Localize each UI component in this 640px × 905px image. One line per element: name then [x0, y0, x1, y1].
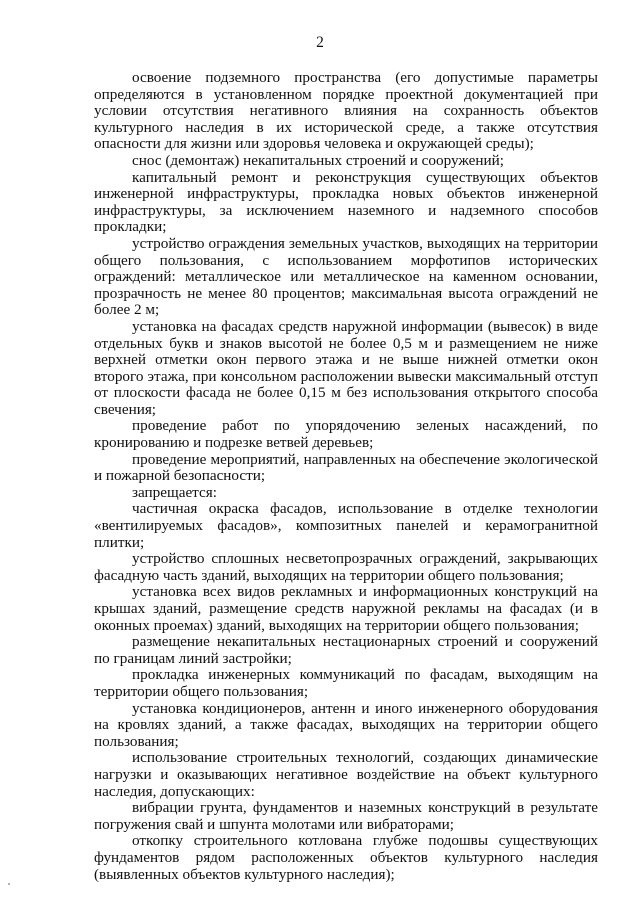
- paragraph-signage: установка на фасадах средств наружной информации (вывесок) в виде отдельных букв и знаков высотой не более 0,5 м и размещением не ниже верхней отметки окон первого этажа и не выше нижней отметки окон второго этажа, при консольном расположении вывески максимальный отступ от плоскости фасада не более 0,15 м без использования открытого способа свечения;: [94, 317, 598, 418]
- paragraph-infrastructure: капитальный ремонт и реконструкция существующих объектов инженерной инфраструктуры, прокладка новых объектов инженерной инфраструктуры, за исключением наземного и надземного способов прокладки;: [94, 168, 598, 236]
- paragraph-utilities-on-facades: прокладка инженерных коммуникаций по фасадам, выходящим на территории общего пользования;: [94, 666, 598, 700]
- paragraph-facade-painting: частичная окраска фасадов, использование в отделке технологии «вентилируемых фасадов», композитных панелей и керамогранитной плитки;: [94, 500, 598, 551]
- paragraph-green-spaces: проведение работ по упорядочению зеленых насаждений, по кронированию и подрезке ветвей деревьев;: [94, 417, 598, 452]
- paragraph-air-conditioners: установка кондиционеров, антенн и иного инженерного оборудования на кровлях зданий, а также фасадах, выходящих на территории общего пользования;: [94, 699, 598, 750]
- paragraph-temporary-structures: размещение некапитальных нестационарных строений и сооружений по границам линий застройки;: [94, 633, 598, 667]
- paragraph-construction-technologies: использование строительных технологий, создающих динамические нагрузки и оказывающих негативное воздействие на объект культурного наследия, допускающих:: [94, 749, 598, 800]
- paragraph-advertising: установка всех видов рекламных и информационных конструкций на крышах зданий, размещение средств наружной рекламы на фасадах (и в оконных проемах) зданий, выходящих на территории общего пользования;: [94, 583, 598, 634]
- document-body: [94, 70, 598, 883]
- paragraph-vibration: вибрации грунта, фундаментов и наземных конструкций в результате погружения свай и шпунта молотами или вибраторами;: [94, 799, 598, 833]
- paragraph-prohibited-heading: запрещается:: [132, 483, 217, 501]
- paragraph-demolition: снос (демонтаж) некапитальных строений и сооружений;: [132, 151, 505, 169]
- page-number: 2: [316, 34, 324, 51]
- paragraph-safety: проведение мероприятий, направленных на обеспечение экологической и пожарной безопасности;: [94, 450, 598, 485]
- paragraph-excavation: откопку строительного котлована глубже подошвы существующих фундаментов рядом расположенных объектов культурного наследия (выявленных объектов культурного наследия);: [94, 832, 598, 883]
- paragraph-fencing: устройство ограждения земельных участков, выходящих на территории общего пользования, с использованием морфотипов исторических ограждений: металлическое или металлическое на каменном основании, прозрачность не менее 80 процентов; максимальная высота ограждений не более 2 м;: [94, 234, 598, 319]
- paragraph-solid-fences: устройство сплошных несветопрозрачных ограждений, закрывающих фасадную часть зданий, выходящих на территории общего пользования;: [94, 550, 598, 584]
- paragraph-underground-space: освоение подземного пространства (его допустимые параметры определяются в установленном порядке проектной документацией при условии отсутствия негативного влияния на сохранность объектов культурного наследия в их исторической среде, а также отсутствия опасности для жизни или здоровья человека и окружающей среды);: [94, 69, 598, 153]
- scan-mark: [8, 883, 10, 885]
